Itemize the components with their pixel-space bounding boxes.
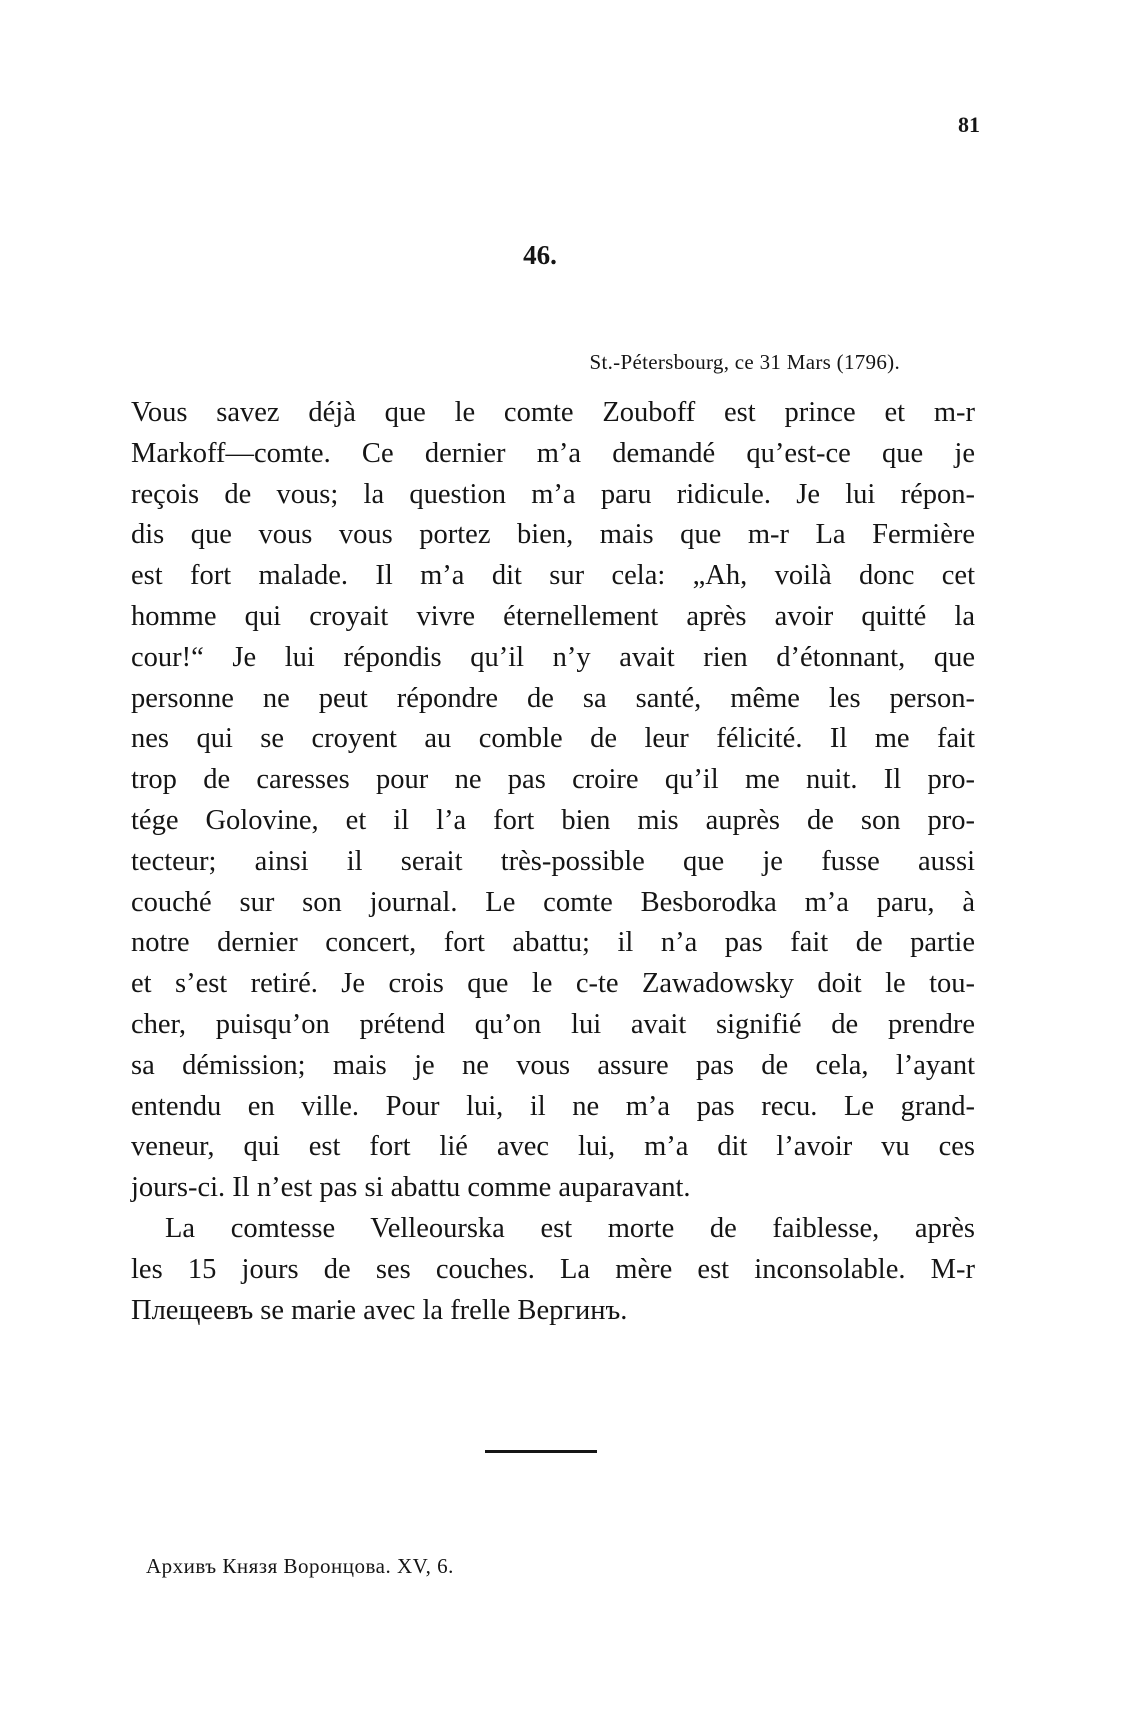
- text-line: dis que vous vous portez bien, mais que m-r La Fermière: [131, 519, 975, 551]
- text-line: trop de caresses pour ne pas croire qu’il me nuit. Il pro-: [131, 764, 975, 796]
- text-line: Markoff—comte. Ce dernier m’a demandé qu’est-ce que je: [131, 437, 975, 469]
- text-line: les 15 jours de ses couches. La mère est inconsolable. M-r: [131, 1253, 975, 1285]
- text-line: cour!“ Je lui répondis qu’il n’y avait rien d’étonnant, que: [131, 641, 975, 673]
- page-number: 81: [958, 112, 980, 137]
- letter-number: 46.: [523, 240, 557, 270]
- text-line: notre dernier concert, fort abattu; il n’a pas fait de partie: [131, 927, 975, 959]
- letter-body: [131, 393, 975, 1331]
- text-line: jours-ci. Il n’est pas si abattu comme auparavant.: [131, 1172, 691, 1204]
- footer-signature: Архивъ Князя Воронцова. XV, 6.: [146, 1554, 454, 1578]
- text-line: personne ne peut répondre de sa santé, même les person-: [131, 682, 975, 714]
- text-line: nes qui se croyent au comble de leur félicité. Il me fait: [131, 723, 975, 755]
- text-line: couché sur son journal. Le comte Besborodka m’a paru, à: [131, 886, 975, 918]
- text-line: La comtesse Velleourska est morte de faiblesse, après: [165, 1212, 975, 1244]
- text-line: cher, puisqu’on prétend qu’on lui avait signifié de prendre: [131, 1008, 975, 1040]
- text-line: est fort malade. Il m’a dit sur cela: „Ah, voilà donc cet: [131, 560, 975, 592]
- text-line: sa démission; mais je ne vous assure pas de cela, l’ayant: [131, 1049, 975, 1081]
- text-line: Vous savez déjà que le comte Zouboff est prince et m-r: [131, 397, 975, 428]
- text-line: homme qui croyait vivre éternellement après avoir quitté la: [131, 600, 975, 632]
- section-divider: [485, 1450, 597, 1453]
- text-line: et s’est retiré. Je crois que le c-te Zawadowsky doit le tou-: [131, 968, 975, 1000]
- text-line: veneur, qui est fort lié avec lui, m’a dit l’avoir vu ces: [131, 1131, 975, 1163]
- dateline: St.-Pétersbourg, ce 31 Mars (1796).: [589, 350, 900, 374]
- text-line: tecteur; ainsi il serait très-possible que je fusse aussi: [131, 845, 975, 877]
- text-line: entendu en ville. Pour lui, il ne m’a pas recu. Le grand-: [131, 1090, 975, 1122]
- text-line: tége Golovine, et il l’a fort bien mis auprès de son pro-: [131, 804, 975, 836]
- text-line: Плещеевъ se marie avec la frelle Вергинъ.: [131, 1294, 628, 1326]
- text-line: reçois de vous; la question m’a paru ridicule. Je lui répon-: [131, 478, 975, 510]
